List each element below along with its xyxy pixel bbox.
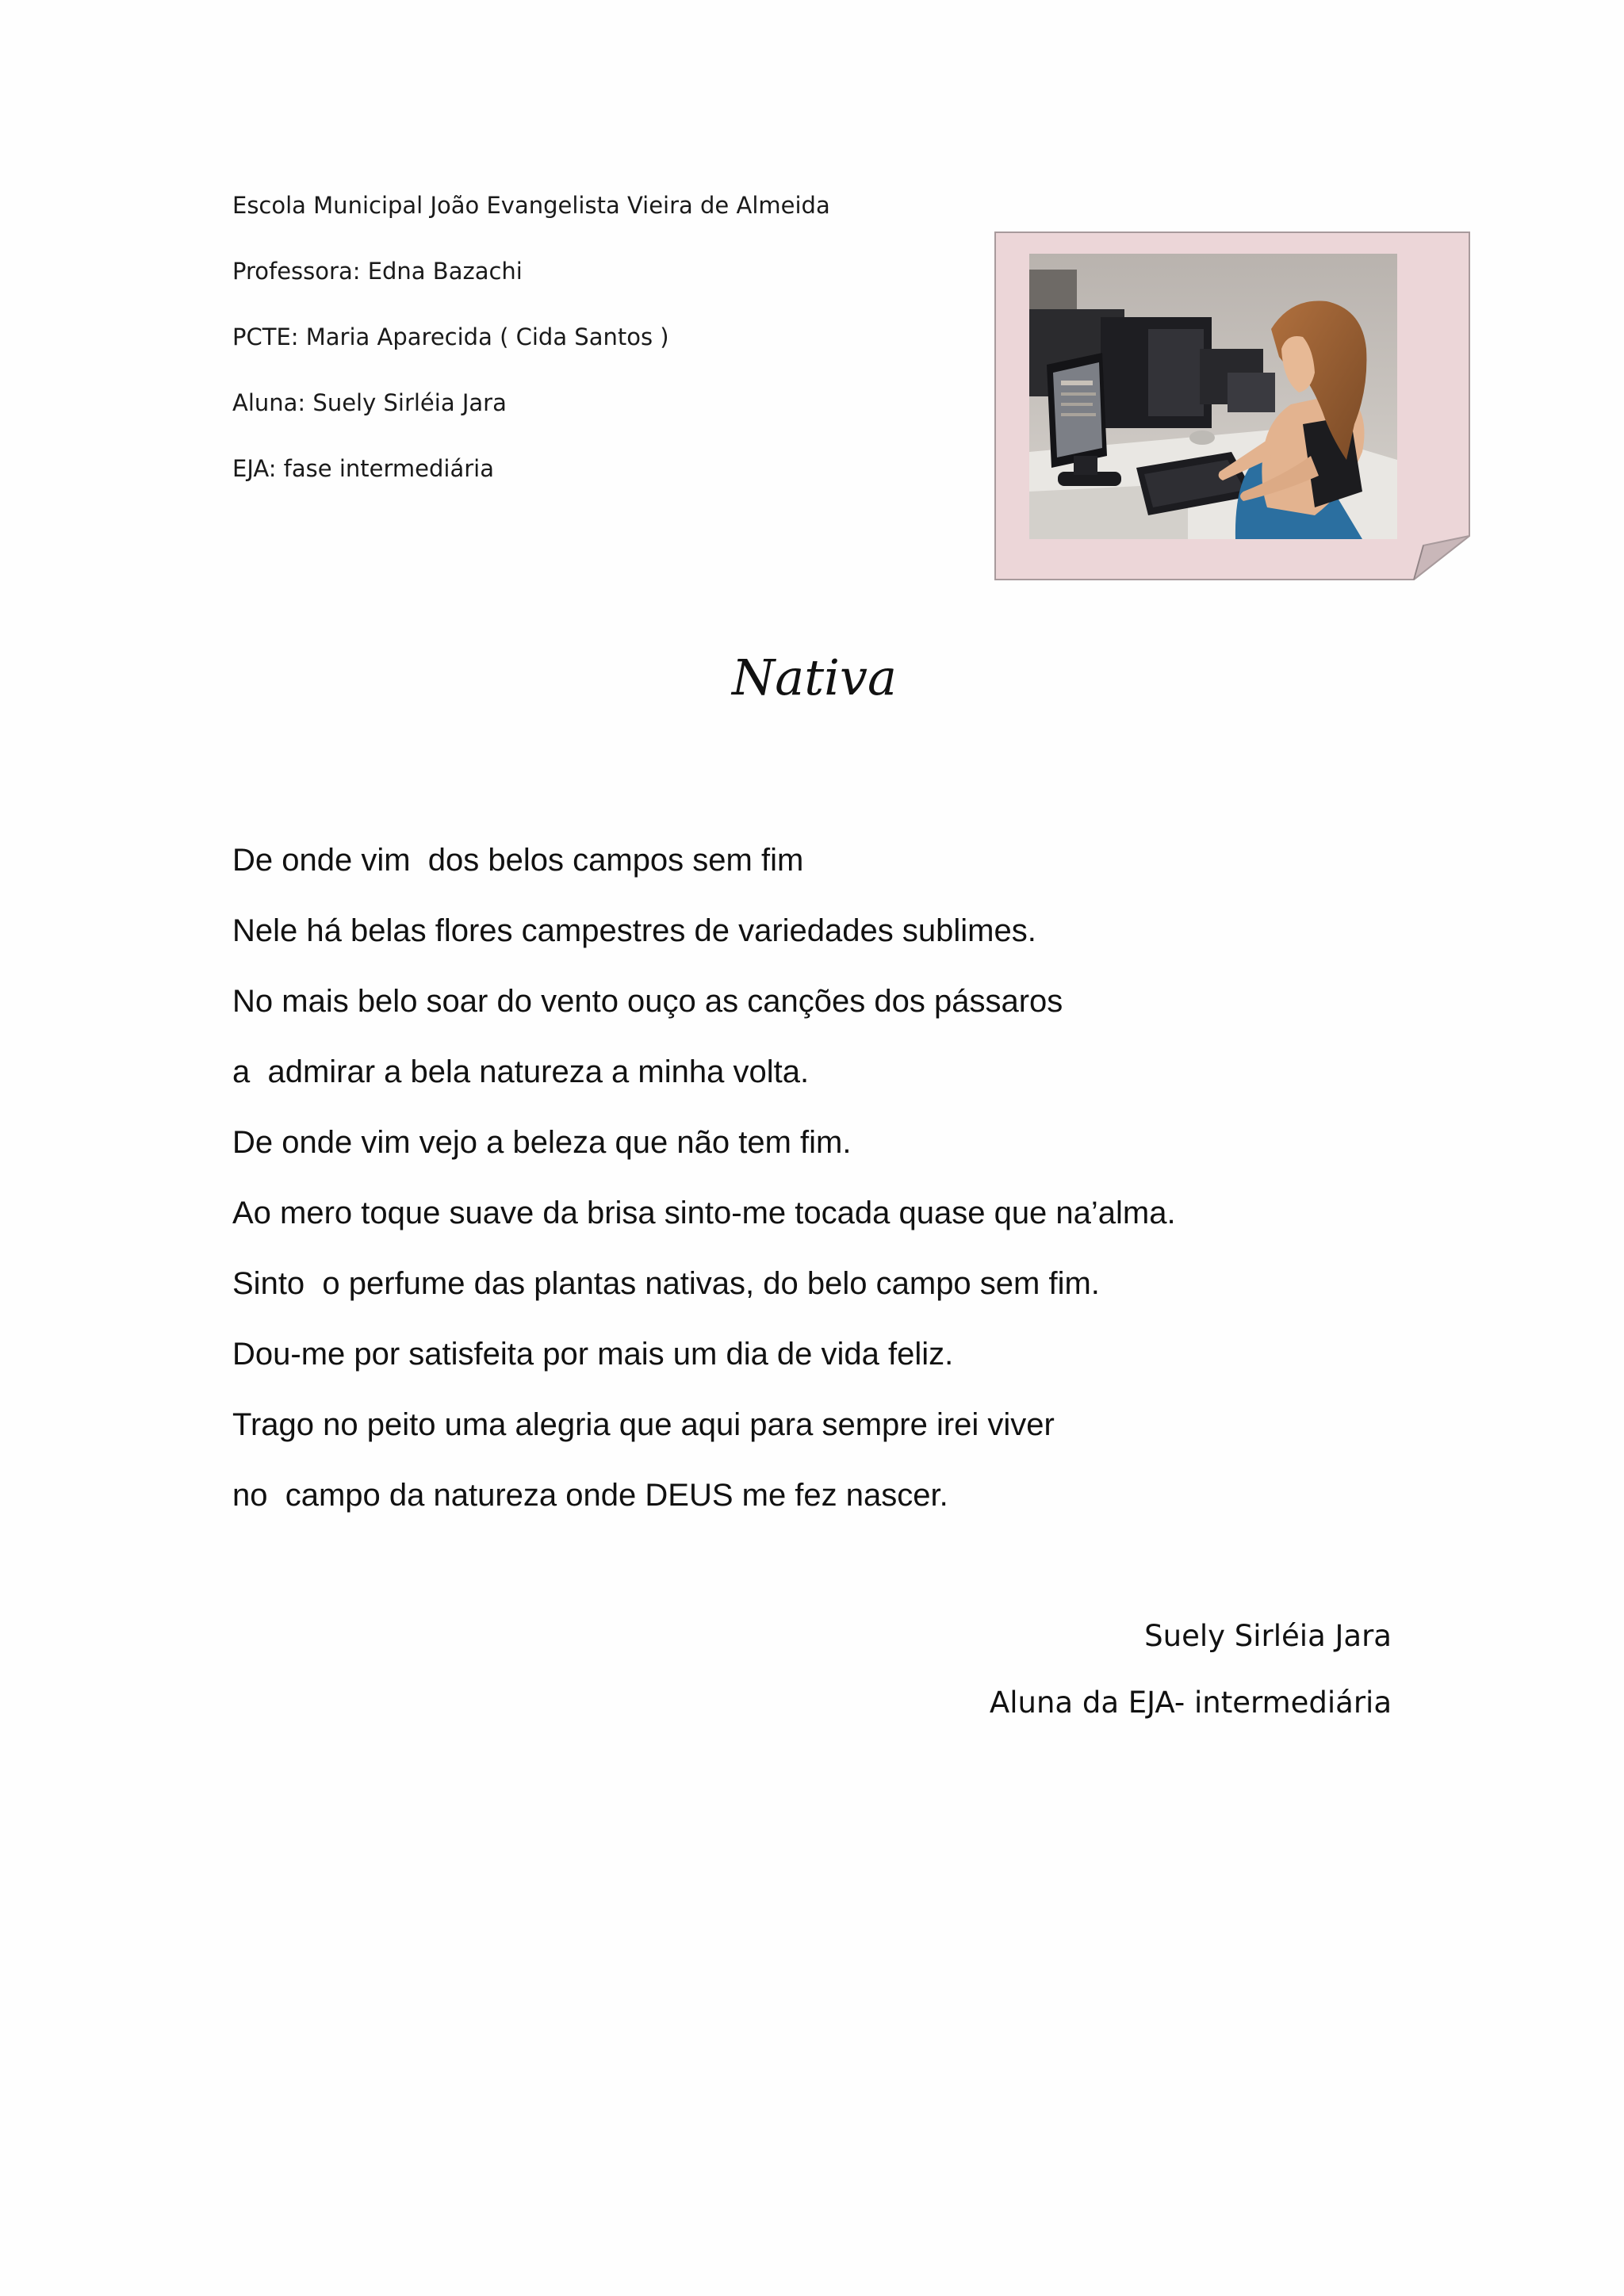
school-name: Escola Municipal João Evangelista Vieira de Almeida (232, 192, 830, 219)
eja-phase-line: EJA: fase intermediária (232, 455, 494, 482)
student-line: Aluna: Suely Sirléia Jara (232, 389, 507, 416)
teacher-line: Professora: Edna Bazachi (232, 258, 523, 285)
poem-line: Ao mero toque suave da brisa sinto-me tocada quase que na’alma. (232, 1196, 1176, 1230)
poem-line: Nele há belas flores campestres de variedades sublimes. (232, 913, 1036, 948)
author-signature (990, 1617, 1392, 1751)
poem-line: No mais belo soar do vento ouço as canções dos pássaros (232, 984, 1063, 1019)
poem-body (232, 840, 1422, 1546)
pcte-line: PCTE: Maria Aparecida ( Cida Santos ) (232, 323, 669, 350)
school-header (232, 190, 946, 519)
author-name: Suely Sirléia Jara (1144, 1619, 1392, 1653)
poem-line: no campo da natureza onde DEUS me fez nascer. (232, 1478, 948, 1513)
poem-line: De onde vim vejo a beleza que não tem fim. (232, 1125, 852, 1160)
student-photo (1029, 254, 1397, 539)
poem-title: Nativa (732, 649, 897, 706)
poem-line: Sinto o perfume das plantas nativas, do belo campo sem fim. (232, 1266, 1100, 1301)
student-photo-note (994, 232, 1470, 580)
author-role: Aluna da EJA- intermediária (989, 1686, 1392, 1720)
poem-line: De onde vim dos belos campos sem fim (232, 843, 804, 878)
poem-line: Dou-me por satisfeita por mais um dia de vida feliz. (232, 1337, 954, 1372)
poem-line: Trago no peito uma alegria que aqui para sempre irei viver (232, 1407, 1055, 1442)
poem-line: a admirar a bela natureza a minha volta. (232, 1054, 810, 1089)
